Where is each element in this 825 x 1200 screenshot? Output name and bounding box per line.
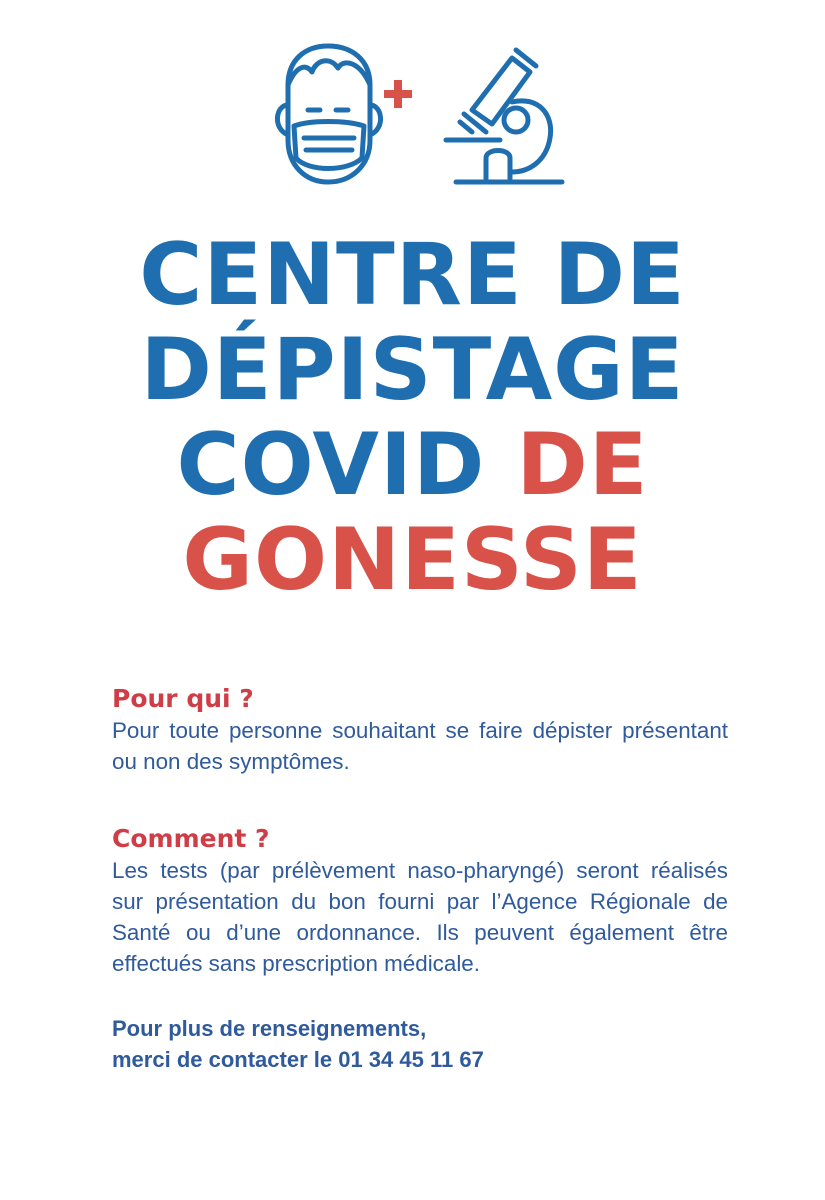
info-content: [112, 683, 728, 1075]
section-comment: [112, 823, 728, 979]
title-line-3: [0, 415, 825, 515]
contact-info: [112, 1013, 728, 1075]
title-line-4: GONESSE: [182, 510, 643, 610]
section-heading: Pour qui ?: [112, 684, 254, 713]
section-pour-qui: [112, 683, 728, 777]
page-title: [0, 225, 825, 610]
contact-line-1: Pour plus de renseignements,: [112, 1016, 427, 1041]
masked-face-icon: [277, 46, 380, 182]
section-text: Pour toute personne souhaitant se faire dépister présentant ou non des symptômes.: [112, 718, 728, 774]
title-de: DE: [516, 415, 649, 515]
contact-phone-line: merci de contacter le 01 34 45 11 67: [112, 1047, 484, 1072]
medical-cross-icon: [384, 80, 412, 108]
title-line-1: CENTRE DE: [139, 225, 686, 325]
title-covid: COVID: [176, 415, 486, 515]
microscope-icon: [446, 50, 562, 182]
section-heading: Comment ?: [112, 824, 270, 853]
section-text: Les tests (par prélèvement naso-pharyngé) seront réalisés sur présentation du bon fourni par l’Agence Régionale de Santé ou d’une ordonnance. Ils peuvent également être effectués sans prescription médicale.: [112, 858, 728, 976]
title-line-2: DÉPISTAGE: [140, 320, 685, 420]
header-icons: [250, 40, 580, 190]
